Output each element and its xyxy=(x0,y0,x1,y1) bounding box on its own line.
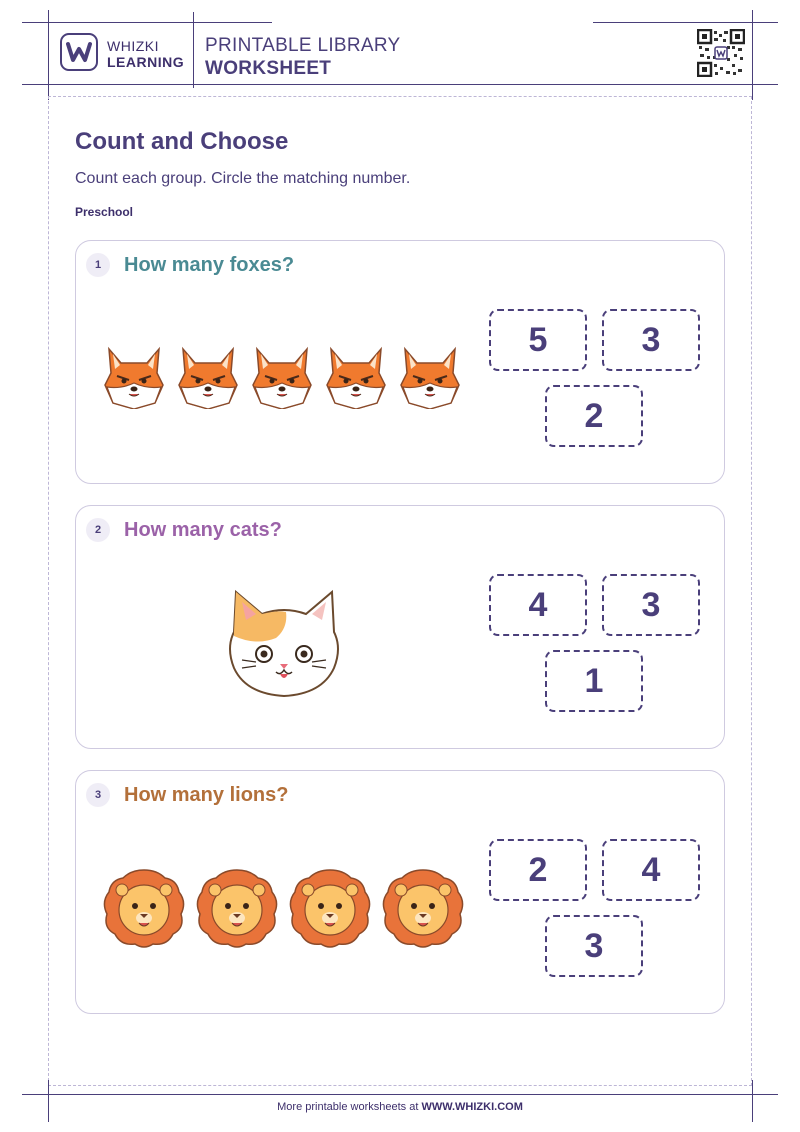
fox-face-icon xyxy=(325,343,387,409)
logo-wordmark xyxy=(107,38,184,70)
page-title: Count and Choose xyxy=(75,128,289,155)
fox-face-icon xyxy=(399,343,461,409)
lion-face-icon xyxy=(196,868,278,948)
fox-face-icon xyxy=(251,343,313,409)
header-title-line1: PRINTABLE LIBRARY xyxy=(205,35,401,56)
header-bottom-line xyxy=(22,84,778,85)
question-card-3 xyxy=(75,770,725,1014)
answer-option[interactable]: 3 xyxy=(545,915,643,977)
lion-face-icon xyxy=(382,868,464,948)
question-number: 1 xyxy=(86,253,110,277)
instructions: Count each group. Circle the matching number. xyxy=(75,170,411,187)
header-title xyxy=(205,34,401,80)
top-frame-line-right xyxy=(593,22,778,23)
fox-face-icon xyxy=(177,343,239,409)
cat-face-icon xyxy=(226,588,342,700)
question-card-2 xyxy=(75,505,725,749)
animal-group xyxy=(76,301,486,471)
footer-prefix: More printable worksheets at xyxy=(277,1101,422,1113)
question-card-1 xyxy=(75,240,725,484)
answer-option[interactable]: 2 xyxy=(489,839,587,901)
header-divider xyxy=(193,12,194,88)
grade-label: Preschool xyxy=(75,205,134,219)
question-number: 3 xyxy=(86,783,110,807)
answer-option[interactable]: 2 xyxy=(545,385,643,447)
answer-option[interactable]: 1 xyxy=(545,650,643,712)
animal-group xyxy=(76,566,486,736)
frame-right-line xyxy=(752,10,753,100)
frame-left-line xyxy=(48,10,49,100)
logo-line2: LEARNING xyxy=(107,54,185,70)
question-text: How many lions? xyxy=(124,784,289,806)
fox-face-icon xyxy=(103,343,165,409)
footer-link[interactable]: WWW.WHIZKI.COM xyxy=(421,1101,523,1113)
question-text: How many cats? xyxy=(124,519,282,541)
lion-face-icon xyxy=(103,868,185,948)
qr-code-icon xyxy=(697,29,745,77)
lion-face-icon xyxy=(289,868,371,948)
footer xyxy=(0,1101,800,1113)
top-frame-line-left xyxy=(22,22,272,23)
header-title-line2: WORKSHEET xyxy=(205,58,332,79)
answer-option[interactable]: 4 xyxy=(489,574,587,636)
question-text: How many foxes? xyxy=(124,254,295,276)
answer-option[interactable]: 3 xyxy=(602,309,700,371)
answer-option[interactable]: 3 xyxy=(602,574,700,636)
animal-group xyxy=(76,831,486,1001)
question-number: 2 xyxy=(86,518,110,542)
footer-line xyxy=(22,1094,778,1095)
logo-line1: WHIZKI xyxy=(107,38,159,54)
answer-option[interactable]: 4 xyxy=(602,839,700,901)
answer-option[interactable]: 5 xyxy=(489,309,587,371)
whizki-logo-icon xyxy=(60,33,98,71)
